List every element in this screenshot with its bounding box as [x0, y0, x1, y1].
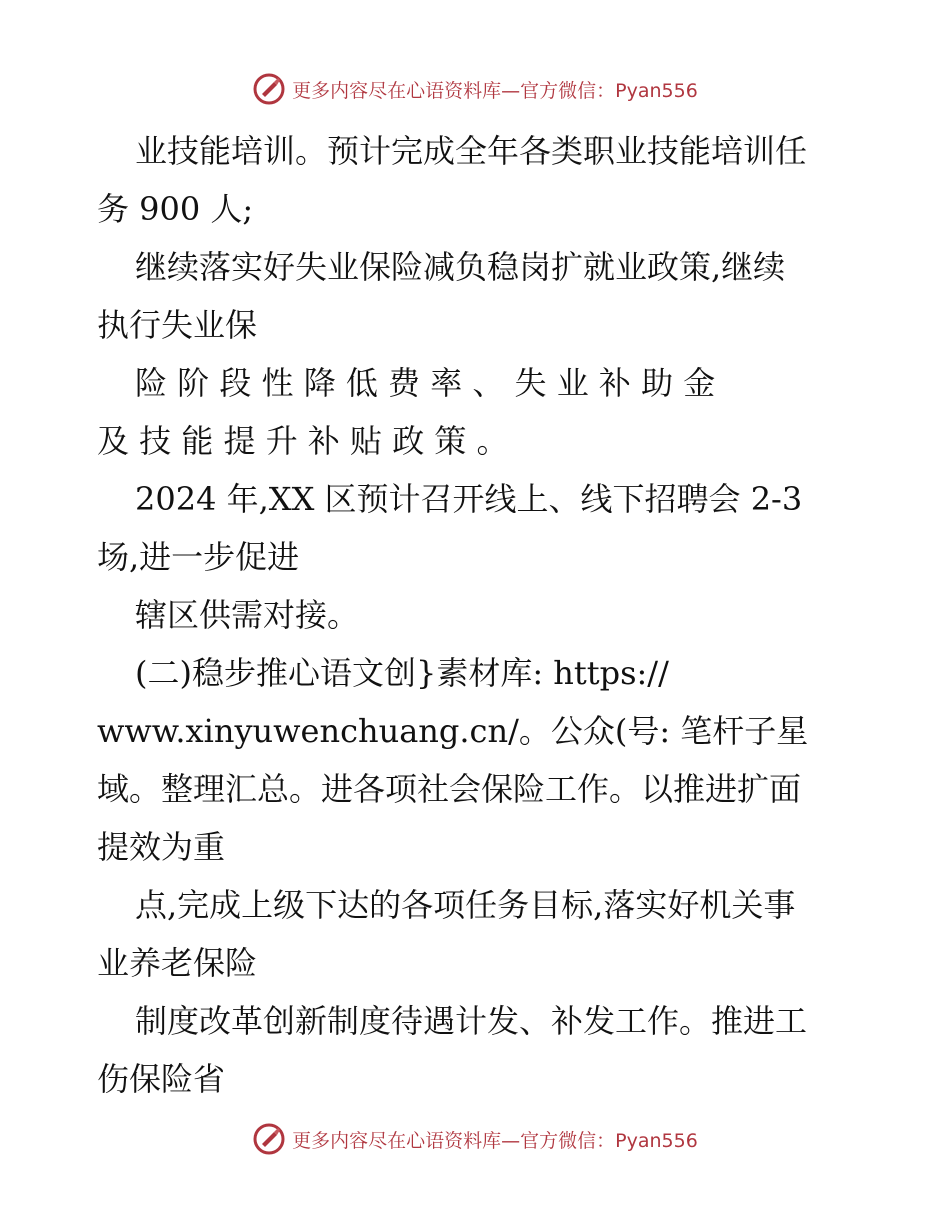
body-line: 2024 年,XX 区预计召开线上、线下招聘会 2-3	[135, 480, 803, 518]
body-line: 域。整理汇总。进各项社会保险工作。以推进扩面	[97, 770, 802, 808]
brand-logo-icon	[252, 1122, 286, 1156]
body-line: 险 阶 段 性 降 低 费 率 、 失 业 补 助 金	[135, 364, 716, 402]
body-line: 业养老保险	[97, 944, 258, 982]
body-line: 场,进一步促进	[97, 538, 300, 576]
body-line: (二)稳步推心语文创}素材库: https://	[135, 654, 669, 692]
body-line: 及 技 能 提 升 补 贴 政 策 。	[97, 422, 509, 460]
body-line: 制度改革创新制度待遇计发、补发工作。推进工	[135, 1002, 808, 1040]
document-body	[97, 122, 857, 1108]
body-line: www.xinyuwenchuang.cn/。公众(号: 笔杆子星	[97, 712, 809, 750]
body-line: 点,完成上级下达的各项任务目标,落实好机关事	[135, 886, 796, 924]
body-line: 辖区供需对接。	[135, 596, 360, 634]
page-header	[0, 72, 950, 106]
body-line: 伤保险省	[97, 1060, 226, 1098]
brand-logo-icon	[252, 72, 286, 106]
body-line: 继续落实好失业保险减负稳岗扩就业政策,继续	[135, 248, 786, 286]
body-line: 提效为重	[97, 828, 226, 866]
page-footer	[0, 1122, 950, 1156]
body-line: 执行失业保	[97, 306, 258, 344]
footer-text: 更多内容尽在心语资料库—官方微信：Pyan556	[292, 1129, 698, 1152]
body-line: 业技能培训。预计完成全年各类职业技能培训任	[135, 132, 808, 170]
body-line: 务 900 人;	[97, 190, 254, 228]
header-text: 更多内容尽在心语资料库—官方微信：Pyan556	[292, 79, 698, 102]
